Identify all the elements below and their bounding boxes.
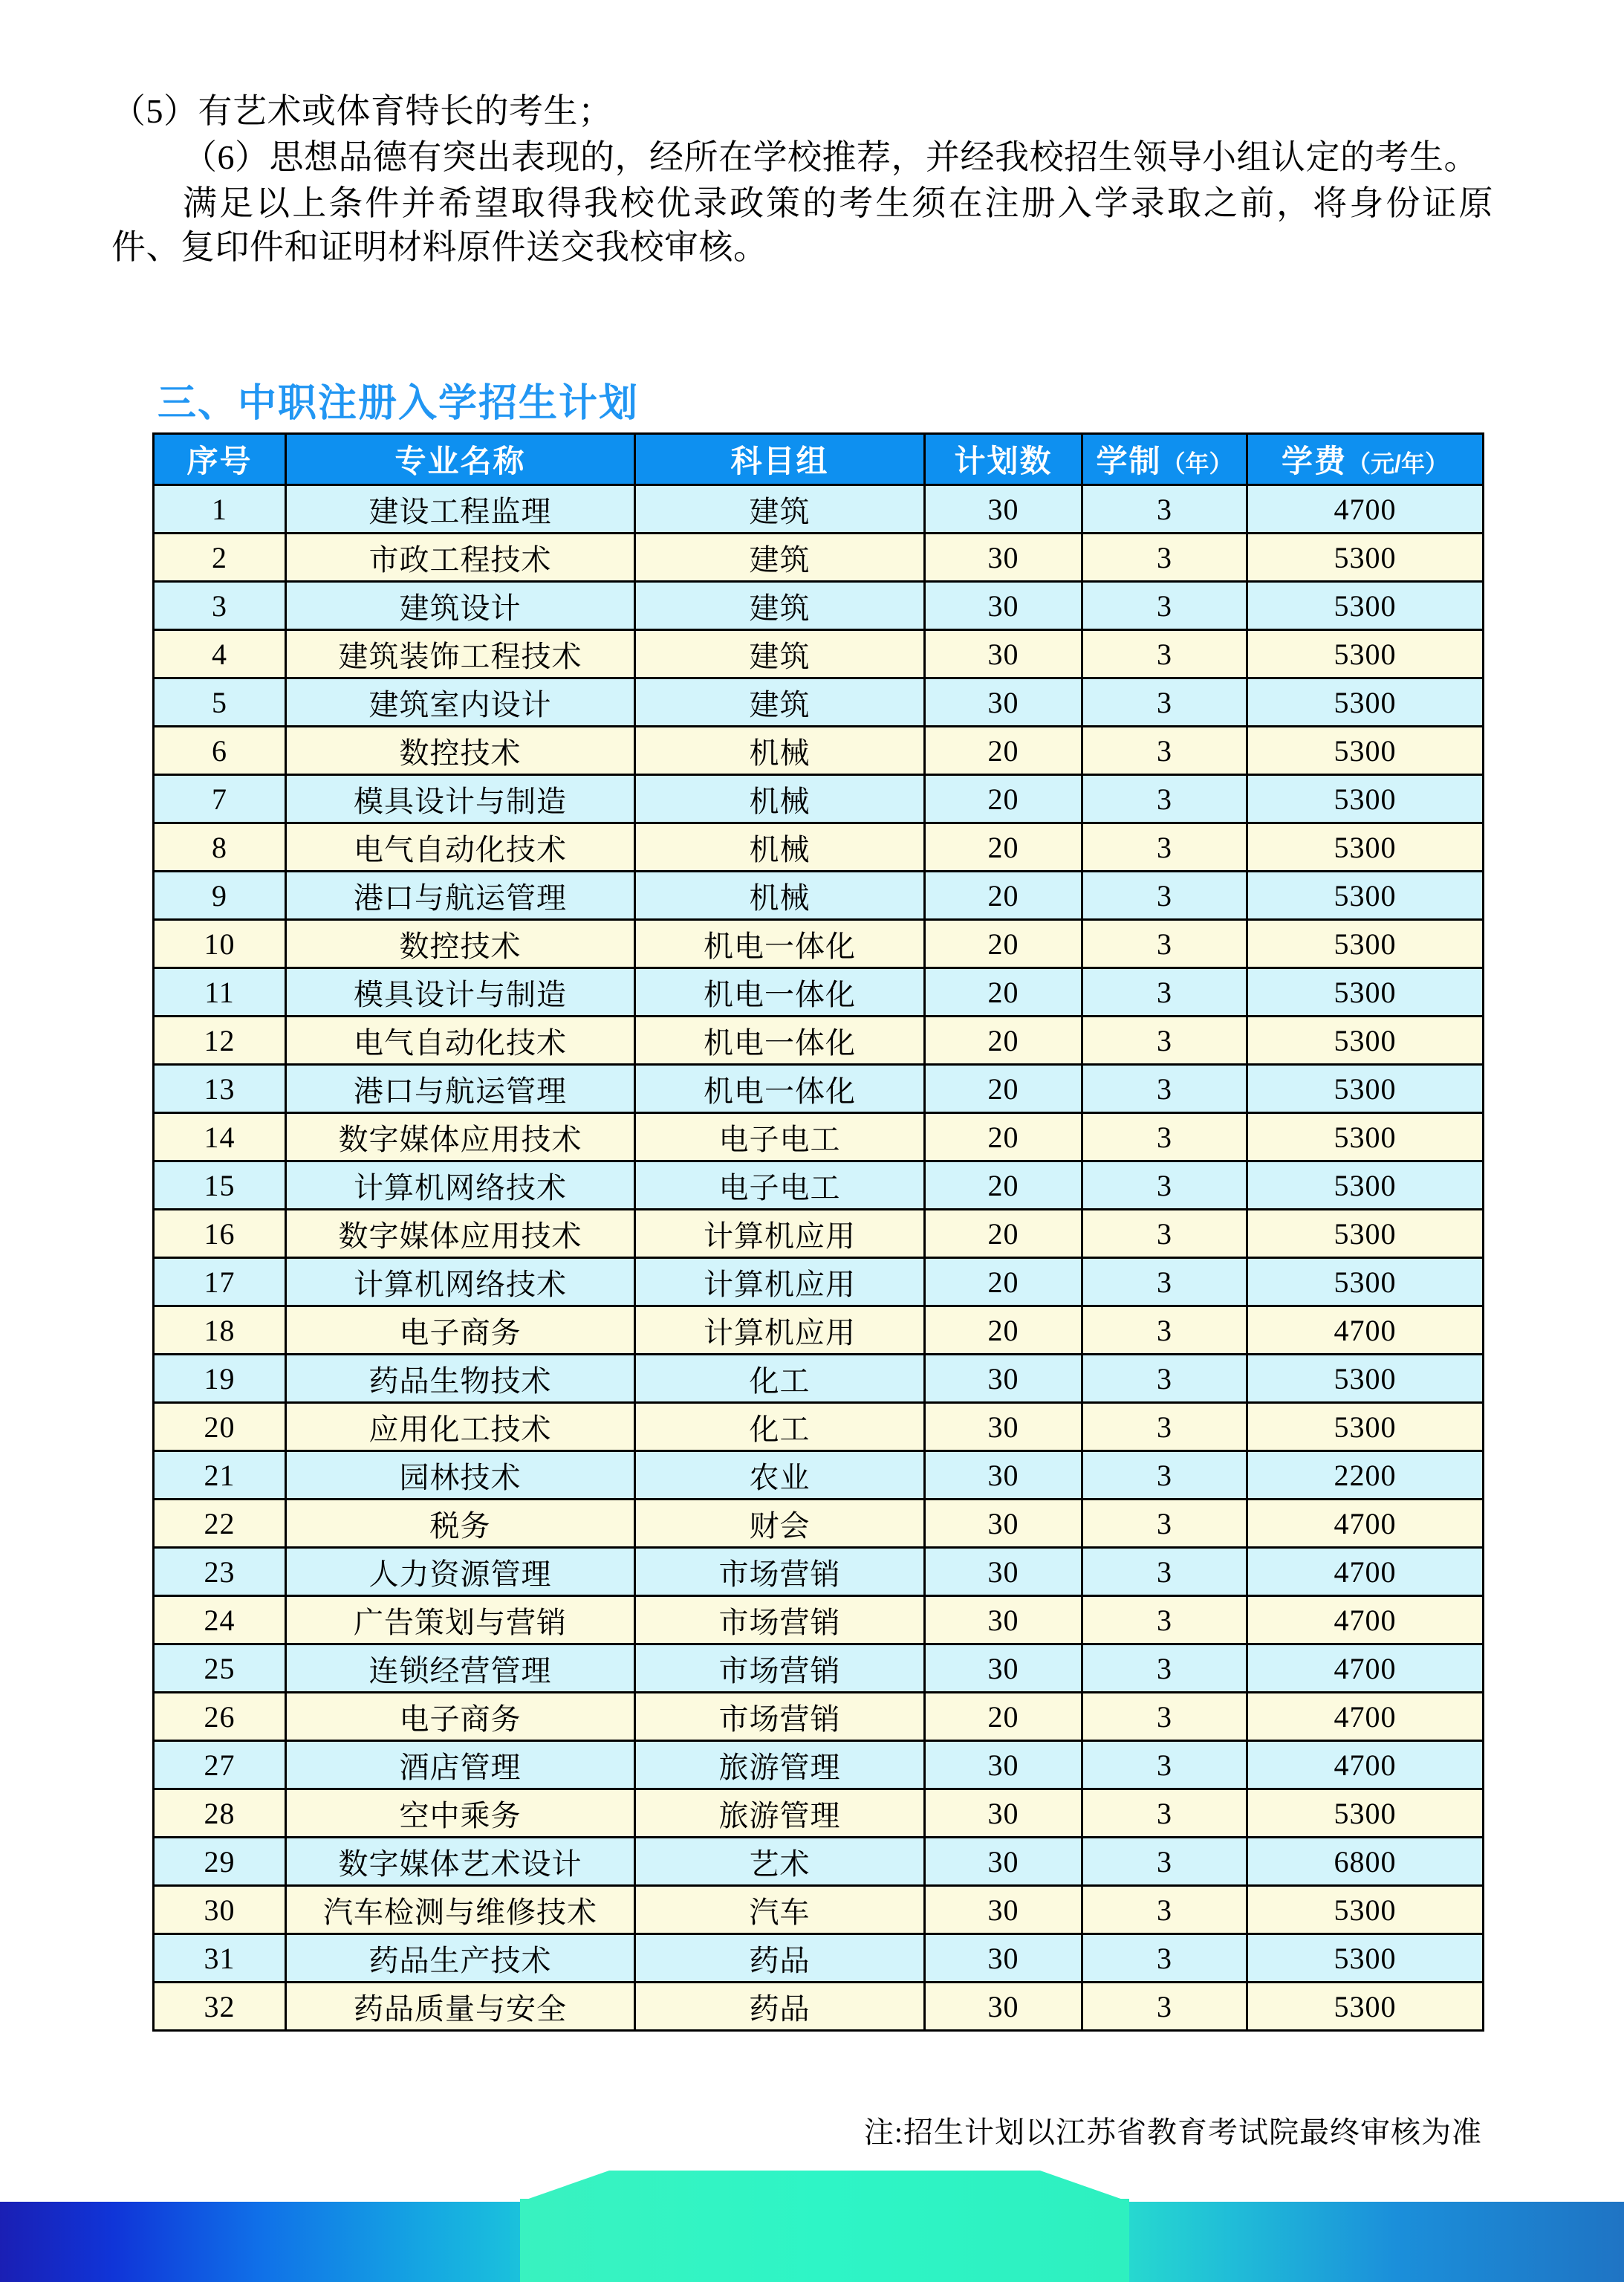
cell-years: 3: [1082, 1789, 1247, 1838]
column-header-major: 专业名称: [286, 434, 635, 485]
cell-major: 电子商务: [286, 1693, 635, 1741]
cell-fee: 5300: [1247, 534, 1484, 582]
column-header-fee: [1247, 434, 1484, 485]
cell-count: 20: [925, 1258, 1082, 1306]
cell-no: 24: [154, 1596, 286, 1644]
cell-fee: 4700: [1247, 1693, 1484, 1741]
cell-major: 药品生产技术: [286, 1934, 635, 1983]
cell-no: 5: [154, 678, 286, 727]
cell-fee: 4700: [1247, 1500, 1484, 1548]
cell-count: 30: [925, 1838, 1082, 1886]
cell-major: 数字媒体应用技术: [286, 1113, 635, 1161]
cell-group: 计算机应用: [635, 1258, 925, 1306]
cell-count: 20: [925, 1693, 1082, 1741]
cell-years: 3: [1082, 485, 1247, 534]
cell-count: 30: [925, 485, 1082, 534]
cell-group: 机电一体化: [635, 968, 925, 1017]
table-row: [154, 1789, 1484, 1838]
table-row: [154, 1210, 1484, 1258]
table-row: [154, 1258, 1484, 1306]
cell-major: 数控技术: [286, 727, 635, 775]
cell-group: 财会: [635, 1500, 925, 1548]
cell-group: 化工: [635, 1355, 925, 1403]
cell-years: 3: [1082, 1403, 1247, 1451]
cell-count: 30: [925, 1500, 1082, 1548]
table-row: [154, 1451, 1484, 1500]
cell-no: 27: [154, 1741, 286, 1789]
cell-major: 建筑室内设计: [286, 678, 635, 727]
cell-no: 32: [154, 1983, 286, 2031]
cell-fee: 2200: [1247, 1451, 1484, 1500]
cell-group: 建筑: [635, 534, 925, 582]
cell-years: 3: [1082, 920, 1247, 968]
cell-count: 20: [925, 1306, 1082, 1355]
cell-group: 机电一体化: [635, 1017, 925, 1065]
table-row: [154, 1596, 1484, 1644]
cell-count: 20: [925, 1210, 1082, 1258]
cell-major: 建筑装饰工程技术: [286, 630, 635, 678]
table-footnote: 注:招生计划以江苏省教育考试院最终审核为准: [863, 2116, 1482, 2149]
table-row: [154, 534, 1484, 582]
cell-group: 计算机应用: [635, 1306, 925, 1355]
table-row: [154, 920, 1484, 968]
cell-group: 药品: [635, 1983, 925, 2031]
cell-group: 市场营销: [635, 1644, 925, 1693]
cell-major: 税务: [286, 1500, 635, 1548]
cell-no: 23: [154, 1548, 286, 1596]
cell-no: 11: [154, 968, 286, 1017]
cell-count: 30: [925, 1644, 1082, 1693]
cell-no: 15: [154, 1161, 286, 1210]
cell-years: 3: [1082, 872, 1247, 920]
cell-count: 20: [925, 1065, 1082, 1113]
table-header-row: [154, 434, 1484, 485]
cell-major: 市政工程技术: [286, 534, 635, 582]
cell-major: 连锁经营管理: [286, 1644, 635, 1693]
cell-years: 3: [1082, 1258, 1247, 1306]
cell-count: 20: [925, 920, 1082, 968]
column-header-fee-main: 学费: [1282, 444, 1348, 479]
footer-wave-graphic: [0, 2156, 1624, 2282]
cell-group: 机械: [635, 872, 925, 920]
cell-group: 机械: [635, 727, 925, 775]
cell-count: 30: [925, 678, 1082, 727]
cell-group: 电子电工: [635, 1161, 925, 1210]
cell-years: 3: [1082, 1741, 1247, 1789]
cell-count: 20: [925, 823, 1082, 872]
cell-fee: 4700: [1247, 1596, 1484, 1644]
cell-fee: 5300: [1247, 1886, 1484, 1934]
cell-no: 16: [154, 1210, 286, 1258]
cell-years: 3: [1082, 1838, 1247, 1886]
column-header-years-main: 学制: [1096, 444, 1162, 479]
cell-count: 20: [925, 775, 1082, 823]
cell-no: 20: [154, 1403, 286, 1451]
cell-count: 20: [925, 1017, 1082, 1065]
enrollment-plan-table: [152, 432, 1484, 2032]
column-header-years-unit: （年）: [1161, 450, 1233, 477]
cell-years: 3: [1082, 1693, 1247, 1741]
cell-major: 数字媒体应用技术: [286, 1210, 635, 1258]
cell-years: 3: [1082, 1596, 1247, 1644]
table-row: [154, 1886, 1484, 1934]
cell-years: 3: [1082, 1500, 1247, 1548]
cell-fee: 5300: [1247, 678, 1484, 727]
table-row: [154, 1355, 1484, 1403]
cell-major: 电气自动化技术: [286, 823, 635, 872]
cell-count: 30: [925, 534, 1082, 582]
cell-fee: 5300: [1247, 1113, 1484, 1161]
cell-years: 3: [1082, 630, 1247, 678]
cell-group: 建筑: [635, 485, 925, 534]
cell-major: 酒店管理: [286, 1741, 635, 1789]
cell-no: 12: [154, 1017, 286, 1065]
cell-count: 30: [925, 1934, 1082, 1983]
cell-no: 28: [154, 1789, 286, 1838]
enrollment-plan-table-wrap: [152, 432, 1482, 2032]
cell-no: 26: [154, 1693, 286, 1741]
cell-major: 建设工程监理: [286, 485, 635, 534]
table-row: [154, 1500, 1484, 1548]
table-row: [154, 582, 1484, 630]
table-row: [154, 968, 1484, 1017]
cell-no: 6: [154, 727, 286, 775]
cell-fee: 5300: [1247, 968, 1484, 1017]
cell-count: 30: [925, 1451, 1082, 1500]
cell-count: 30: [925, 1548, 1082, 1596]
cell-no: 1: [154, 485, 286, 534]
cell-fee: 5300: [1247, 630, 1484, 678]
table-row: [154, 727, 1484, 775]
cell-major: 建筑设计: [286, 582, 635, 630]
cell-years: 3: [1082, 1161, 1247, 1210]
cell-count: 30: [925, 1355, 1082, 1403]
cell-major: 模具设计与制造: [286, 775, 635, 823]
cell-group: 农业: [635, 1451, 925, 1500]
cell-group: 建筑: [635, 582, 925, 630]
cell-no: 7: [154, 775, 286, 823]
cell-fee: 4700: [1247, 1644, 1484, 1693]
cell-years: 3: [1082, 1113, 1247, 1161]
column-header-count: 计划数: [925, 434, 1082, 485]
paragraph-text: （5）有艺术或体育特长的考生；: [111, 92, 613, 130]
cell-group: 计算机应用: [635, 1210, 925, 1258]
table-row: [154, 872, 1484, 920]
cell-fee: 5300: [1247, 1403, 1484, 1451]
intro-prose: [111, 89, 1493, 271]
cell-major: 园林技术: [286, 1451, 635, 1500]
cell-major: 广告策划与营销: [286, 1596, 635, 1644]
cell-fee: 5300: [1247, 920, 1484, 968]
cell-count: 20: [925, 1113, 1082, 1161]
cell-count: 30: [925, 582, 1082, 630]
cell-years: 3: [1082, 534, 1247, 582]
cell-no: 19: [154, 1355, 286, 1403]
table-row: [154, 1548, 1484, 1596]
paragraph-item-5: [111, 89, 1493, 134]
column-header-group: 科目组: [635, 434, 925, 485]
cell-years: 3: [1082, 1210, 1247, 1258]
cell-count: 30: [925, 1741, 1082, 1789]
cell-group: 市场营销: [635, 1693, 925, 1741]
cell-years: 3: [1082, 1934, 1247, 1983]
cell-fee: 5300: [1247, 1258, 1484, 1306]
cell-group: 旅游管理: [635, 1741, 925, 1789]
cell-fee: 4700: [1247, 1548, 1484, 1596]
cell-count: 20: [925, 968, 1082, 1017]
cell-fee: 5300: [1247, 1017, 1484, 1065]
cell-group: 机械: [635, 823, 925, 872]
table-row: [154, 1644, 1484, 1693]
cell-no: 25: [154, 1644, 286, 1693]
cell-no: 4: [154, 630, 286, 678]
cell-years: 3: [1082, 1451, 1247, 1500]
table-row: [154, 1934, 1484, 1983]
cell-fee: 5300: [1247, 775, 1484, 823]
cell-fee: 5300: [1247, 582, 1484, 630]
cell-no: 18: [154, 1306, 286, 1355]
table-row: [154, 1693, 1484, 1741]
cell-count: 20: [925, 1161, 1082, 1210]
column-header-years: [1082, 434, 1247, 485]
table-row: [154, 823, 1484, 872]
table-row: [154, 1306, 1484, 1355]
table-row: [154, 485, 1484, 534]
cell-fee: 6800: [1247, 1838, 1484, 1886]
cell-major: 计算机网络技术: [286, 1258, 635, 1306]
cell-no: 8: [154, 823, 286, 872]
cell-years: 3: [1082, 582, 1247, 630]
cell-major: 模具设计与制造: [286, 968, 635, 1017]
table-row: [154, 630, 1484, 678]
table-row: [154, 1065, 1484, 1113]
cell-group: 市场营销: [635, 1596, 925, 1644]
column-header-fee-unit: （元/年）: [1347, 450, 1449, 477]
cell-major: 数控技术: [286, 920, 635, 968]
cell-group: 艺术: [635, 1838, 925, 1886]
cell-major: 港口与航运管理: [286, 1065, 635, 1113]
paragraph-submit-docs: 满足以上条件并希望取得我校优录政策的考生须在注册入学录取之前，将身份证原件、复印件和证明材料原件送交我校审核。: [111, 184, 1493, 267]
cell-group: 建筑: [635, 630, 925, 678]
cell-fee: 5300: [1247, 872, 1484, 920]
table-row: [154, 1017, 1484, 1065]
cell-no: 2: [154, 534, 286, 582]
cell-major: 港口与航运管理: [286, 872, 635, 920]
cell-years: 3: [1082, 678, 1247, 727]
cell-years: 3: [1082, 1017, 1247, 1065]
cell-no: 31: [154, 1934, 286, 1983]
cell-fee: 5300: [1247, 1161, 1484, 1210]
cell-group: 汽车: [635, 1886, 925, 1934]
table-row: [154, 1113, 1484, 1161]
table-row: [154, 678, 1484, 727]
cell-years: 3: [1082, 1065, 1247, 1113]
cell-major: 数字媒体艺术设计: [286, 1838, 635, 1886]
cell-fee: 5300: [1247, 1983, 1484, 2031]
cell-no: 17: [154, 1258, 286, 1306]
cell-no: 21: [154, 1451, 286, 1500]
cell-no: 22: [154, 1500, 286, 1548]
cell-group: 机械: [635, 775, 925, 823]
cell-group: 机电一体化: [635, 920, 925, 968]
cell-major: 电气自动化技术: [286, 1017, 635, 1065]
cell-major: 电子商务: [286, 1306, 635, 1355]
cell-count: 20: [925, 727, 1082, 775]
cell-group: 药品: [635, 1934, 925, 1983]
cell-major: 人力资源管理: [286, 1548, 635, 1596]
cell-years: 3: [1082, 823, 1247, 872]
cell-fee: 5300: [1247, 1210, 1484, 1258]
cell-fee: 5300: [1247, 727, 1484, 775]
cell-no: 13: [154, 1065, 286, 1113]
cell-years: 3: [1082, 1355, 1247, 1403]
cell-group: 旅游管理: [635, 1789, 925, 1838]
section-heading: 三、中职注册入学招生计划: [157, 382, 640, 425]
table-row: [154, 1741, 1484, 1789]
cell-group: 建筑: [635, 678, 925, 727]
cell-fee: 5300: [1247, 1355, 1484, 1403]
cell-years: 3: [1082, 775, 1247, 823]
cell-no: 9: [154, 872, 286, 920]
cell-count: 30: [925, 630, 1082, 678]
cell-fee: 5300: [1247, 823, 1484, 872]
cell-years: 3: [1082, 1886, 1247, 1934]
cell-major: 药品生物技术: [286, 1355, 635, 1403]
cell-major: 应用化工技术: [286, 1403, 635, 1451]
cell-major: 计算机网络技术: [286, 1161, 635, 1210]
column-header-no: 序号: [154, 434, 286, 485]
cell-fee: 5300: [1247, 1065, 1484, 1113]
table-row: [154, 1983, 1484, 2031]
cell-no: 30: [154, 1886, 286, 1934]
cell-major: 空中乘务: [286, 1789, 635, 1838]
cell-years: 3: [1082, 968, 1247, 1017]
table-row: [154, 1838, 1484, 1886]
cell-fee: 5300: [1247, 1789, 1484, 1838]
cell-fee: 4700: [1247, 1306, 1484, 1355]
cell-count: 30: [925, 1596, 1082, 1644]
cell-group: 市场营销: [635, 1548, 925, 1596]
cell-years: 3: [1082, 1306, 1247, 1355]
cell-years: 3: [1082, 1983, 1247, 2031]
cell-group: 化工: [635, 1403, 925, 1451]
table-row: [154, 775, 1484, 823]
cell-count: 30: [925, 1886, 1082, 1934]
cell-years: 3: [1082, 1644, 1247, 1693]
cell-years: 3: [1082, 1548, 1247, 1596]
cell-fee: 4700: [1247, 485, 1484, 534]
cell-count: 30: [925, 1983, 1082, 2031]
paragraph-item-6: （6）思想品德有突出表现的，经所在学校推荐，并经我校招生领导小组认定的考生。: [183, 137, 1478, 176]
table-row: [154, 1161, 1484, 1210]
cell-group: 机电一体化: [635, 1065, 925, 1113]
cell-major: 药品质量与安全: [286, 1983, 635, 2031]
table-row: [154, 1403, 1484, 1451]
cell-fee: 5300: [1247, 1934, 1484, 1983]
cell-group: 电子电工: [635, 1113, 925, 1161]
cell-no: 10: [154, 920, 286, 968]
cell-no: 29: [154, 1838, 286, 1886]
cell-years: 3: [1082, 727, 1247, 775]
cell-count: 30: [925, 1789, 1082, 1838]
cell-fee: 4700: [1247, 1741, 1484, 1789]
table-body: [154, 485, 1484, 2031]
cell-major: 汽车检测与维修技术: [286, 1886, 635, 1934]
footer-decoration: [0, 2156, 1624, 2282]
cell-count: 30: [925, 1403, 1082, 1451]
cell-no: 3: [154, 582, 286, 630]
cell-count: 20: [925, 872, 1082, 920]
cell-no: 14: [154, 1113, 286, 1161]
